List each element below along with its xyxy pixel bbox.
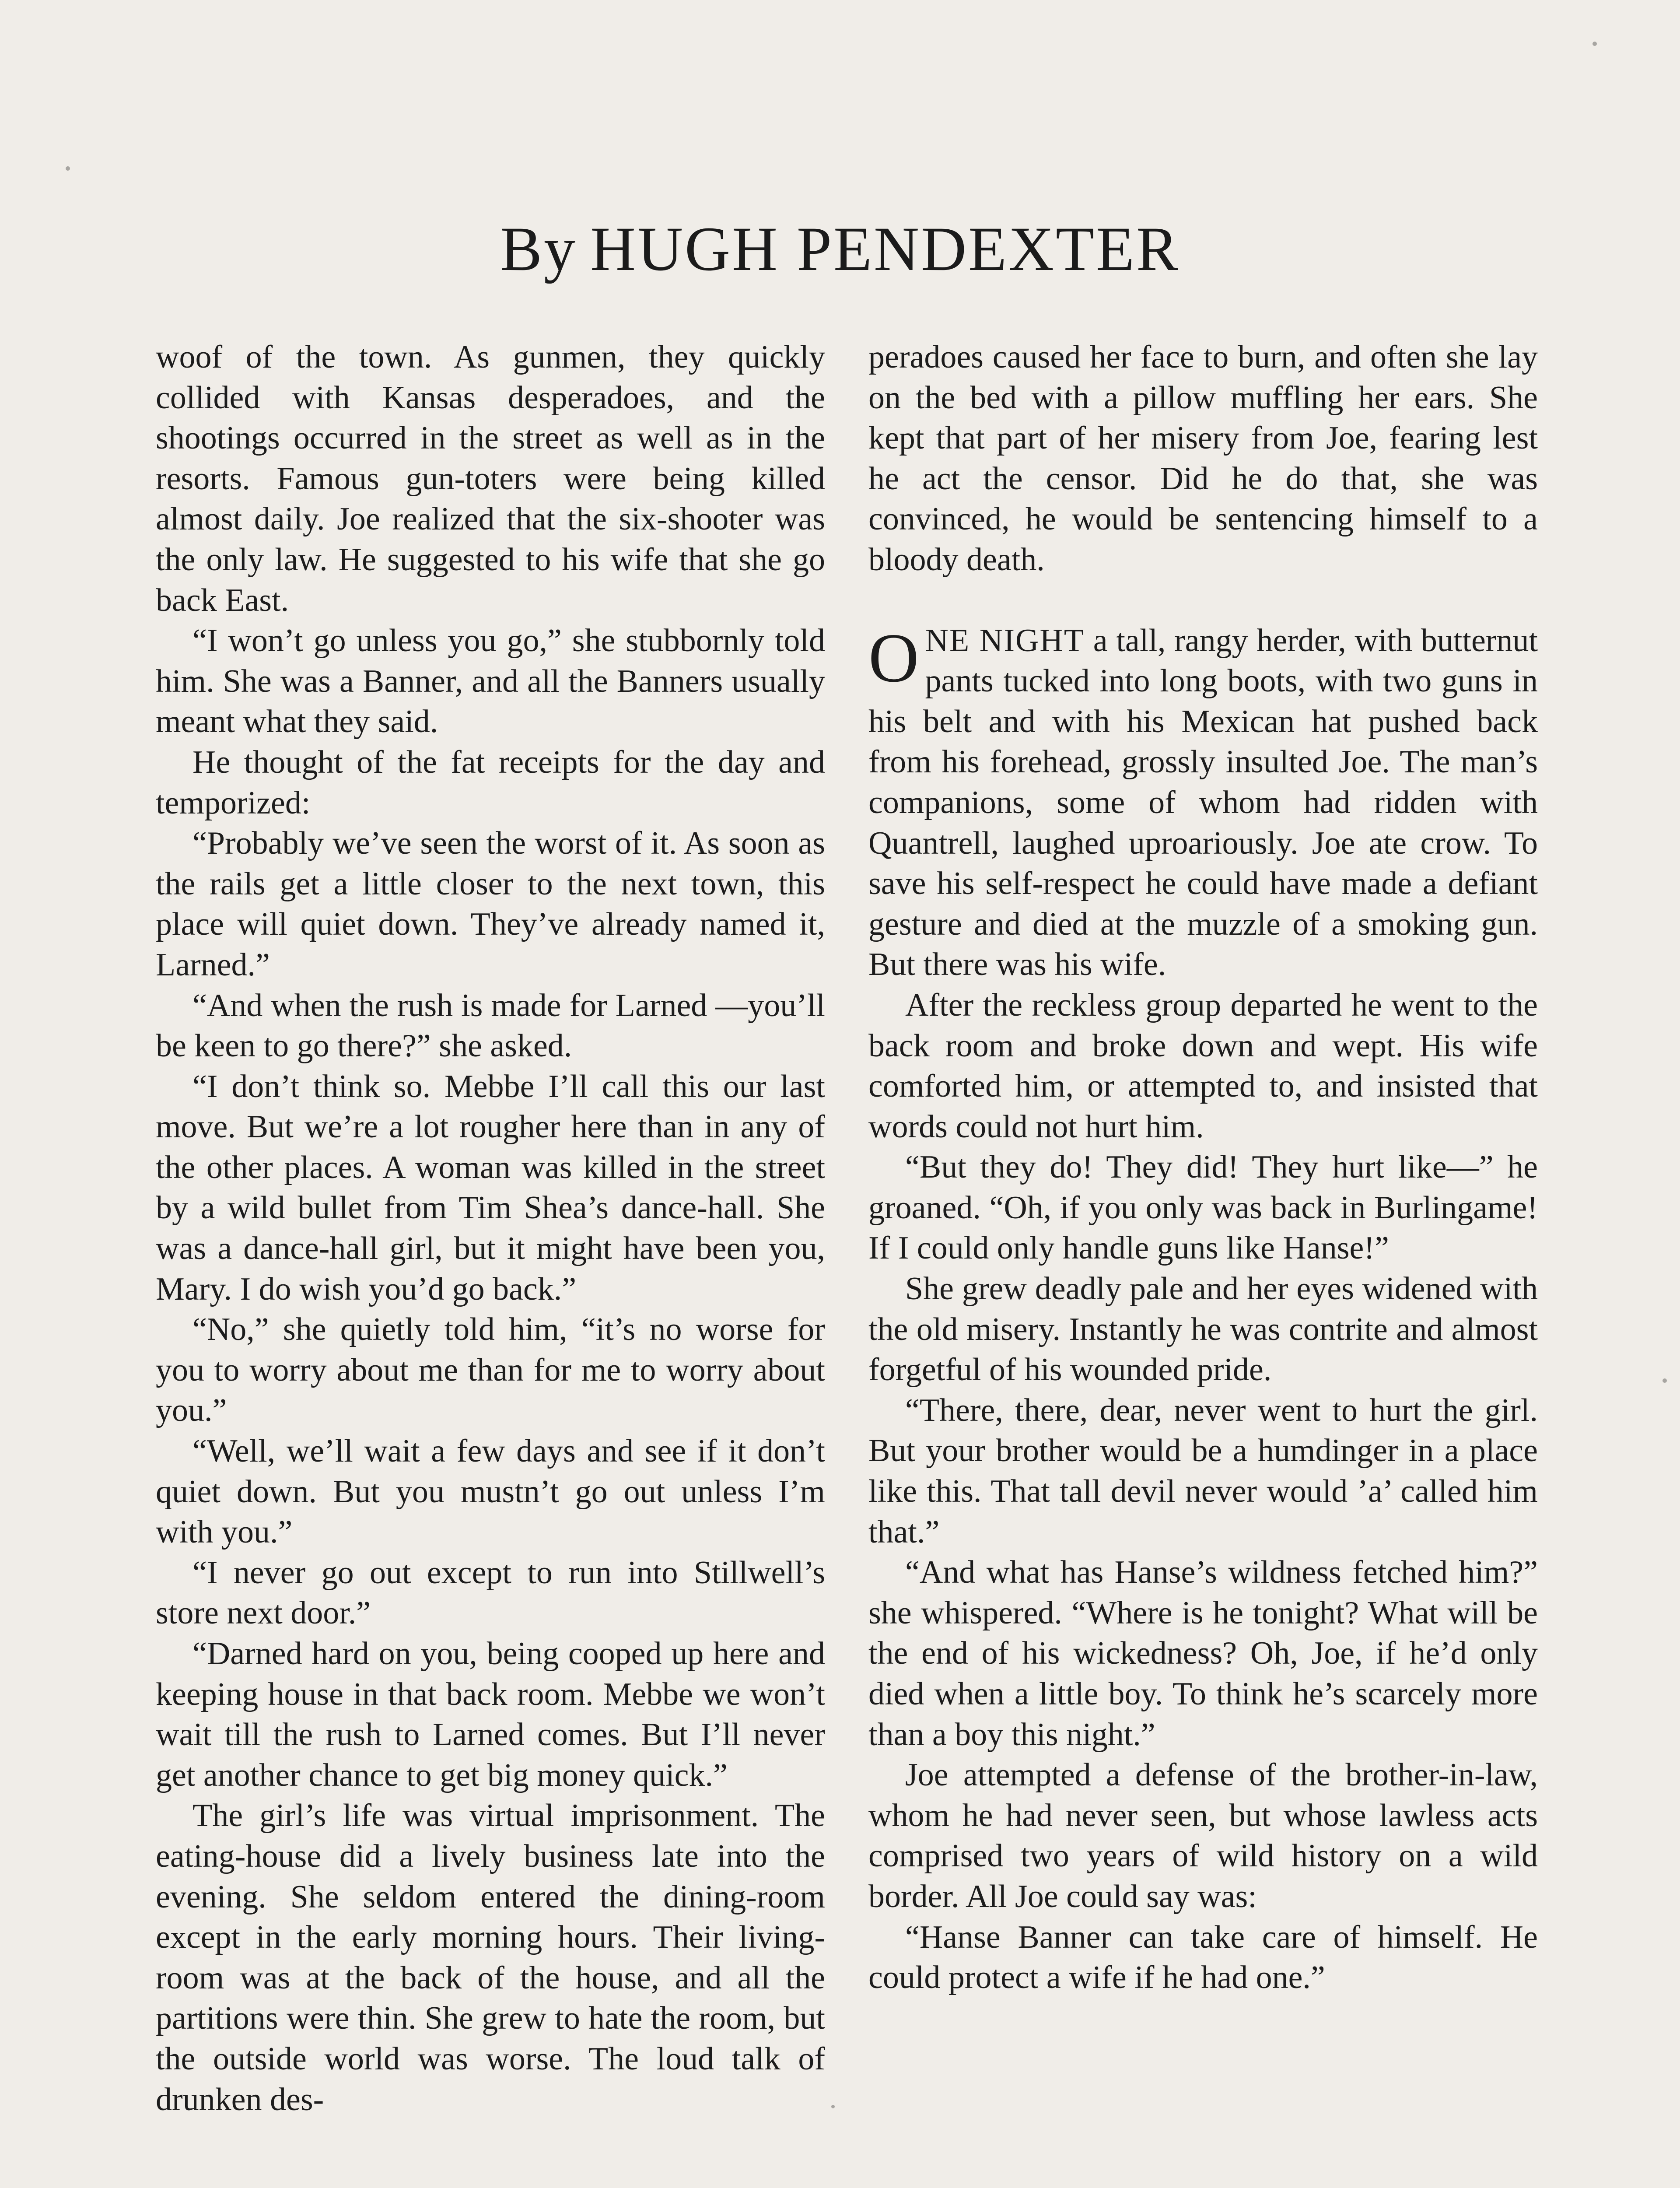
byline-by: By bbox=[500, 214, 578, 284]
paragraph: “But they do! They did! They hurt like—” he groaned. “Oh, if you only was back in Burlingame! If I could only handle guns like Hanse!” bbox=[868, 1149, 1538, 1266]
paragraph: “Probably we’ve seen the worst of it. As soon as the rails get a little closer to the next town, this place will quiet down. They’ve already named it, Larned.” bbox=[156, 825, 825, 983]
paragraph: woof of the town. As gunmen, they quickly collided with Kansas desperadoes, and the shootings occurred in the street as well as in the resorts. Famous gun-toters were being killed almost daily. Joe realized that the six-shooter was the only law. He suggested to his wife that she go back East. bbox=[156, 339, 825, 618]
paragraph: The girl’s life was virtual imprisonment. The eating-house did a lively business late into the evening. She seldom entered the dining-room except in the early morning hours. Their living-room was at the back of the house, and all the partitions were thin. She grew to hate the room, but the outside world was worse. The loud talk of drunken des- bbox=[156, 1798, 825, 2118]
paragraph: “Darned hard on you, being cooped up here and keeping house in that back room. Mebbe we won’t wait till the rush to Larned comes. But I’ll never get another chance to get big money quick.” bbox=[156, 1636, 825, 1793]
byline-author: HUGH PENDEXTER bbox=[590, 214, 1180, 284]
paragraph: “There, there, dear, never went to hurt the girl. But your brother would be a humdinger in a place like this. That tall devil never would ’a’ called him that.” bbox=[868, 1392, 1538, 1550]
paragraph: “And when the rush is made for Larned —you’ll be keen to go there?” she asked. bbox=[156, 987, 825, 1064]
paper-speck bbox=[1592, 42, 1597, 46]
paragraph: She grew deadly pale and her eyes widened with the old misery. Instantly he was contrite and almost forgetful of his wounded pride. bbox=[868, 1271, 1538, 1388]
left-column bbox=[156, 337, 825, 2188]
section-opening-paragraph bbox=[868, 618, 1538, 985]
paper-speck bbox=[1662, 1378, 1667, 1383]
right-column bbox=[868, 337, 1538, 2188]
paragraph: “No,” she quietly told him, “it’s no worse for you to worry about me than for me to worry about you.” bbox=[156, 1311, 825, 1429]
paragraph: “And what has Hanse’s wildness fetched him?” she whispered. “Where is he tonight? What will be the end of his wickedness? Oh, Joe, if he’d only died when a little boy. To think he’s scarcely more than a boy this night.” bbox=[868, 1554, 1538, 1753]
paper-speck bbox=[66, 166, 70, 171]
section-lead-in: NE NIGHT bbox=[925, 622, 1085, 659]
paragraph: peradoes caused her face to burn, and often she lay on the bed with a pillow muffling her ears. She kept that part of her misery from Joe, fearing lest he act the censor. Did he do that, she was convinced, he would be sentencing himself to a bloody death. bbox=[868, 339, 1538, 578]
paper-speck bbox=[831, 2105, 835, 2108]
paragraph: He thought of the fat receipts for the day and temporized: bbox=[156, 744, 825, 821]
byline-header bbox=[0, 206, 1680, 293]
paragraph: “I never go out except to run into Stillwell’s store next door.” bbox=[156, 1554, 825, 1631]
paragraph: “I don’t think so. Mebbe I’ll call this our last move. But we’re a lot rougher here than in any of the other places. A woman was killed in the street by a wild bullet from Tim Shea’s dance-hall. She was a dance-hall girl, but it might have been you, Mary. I do wish you’d go back.” bbox=[156, 1068, 825, 1307]
paragraph: “Hanse Banner can take care of himself. He could protect a wife if he had one.” bbox=[868, 1919, 1538, 1996]
section-text: a tall, rangy herder, with butternut pants tucked into long boots, with two guns in his belt and with his Mexican hat pushed back from his forehead, grossly insulted Joe. The man’s companions, some of whom had ridden with Quantrell, laughed uproariously. Joe ate crow. To save his self-respect he could have made a defiant gesture and died at the muzzle of a smoking gun. But there was his wife. bbox=[868, 622, 1538, 983]
paragraph: “I won’t go unless you go,” she stubbornly told him. She was a Banner, and all the Banners usually meant what they said. bbox=[156, 623, 825, 740]
drop-cap: O bbox=[868, 618, 919, 697]
paragraph: “Well, we’ll wait a few days and see if it don’t quiet down. But you mustn’t go out unless I’m with you.” bbox=[156, 1433, 825, 1550]
paragraph: Joe attempted a defense of the brother-in-law, whom he had never seen, but whose lawless acts comprised two years of wild history on a wild border. All Joe could say was: bbox=[868, 1757, 1538, 1914]
paragraph: After the reckless group departed he went to the back room and broke down and wept. His wife comforted him, or attempted to, and insisted that words could not hurt him. bbox=[868, 987, 1538, 1145]
